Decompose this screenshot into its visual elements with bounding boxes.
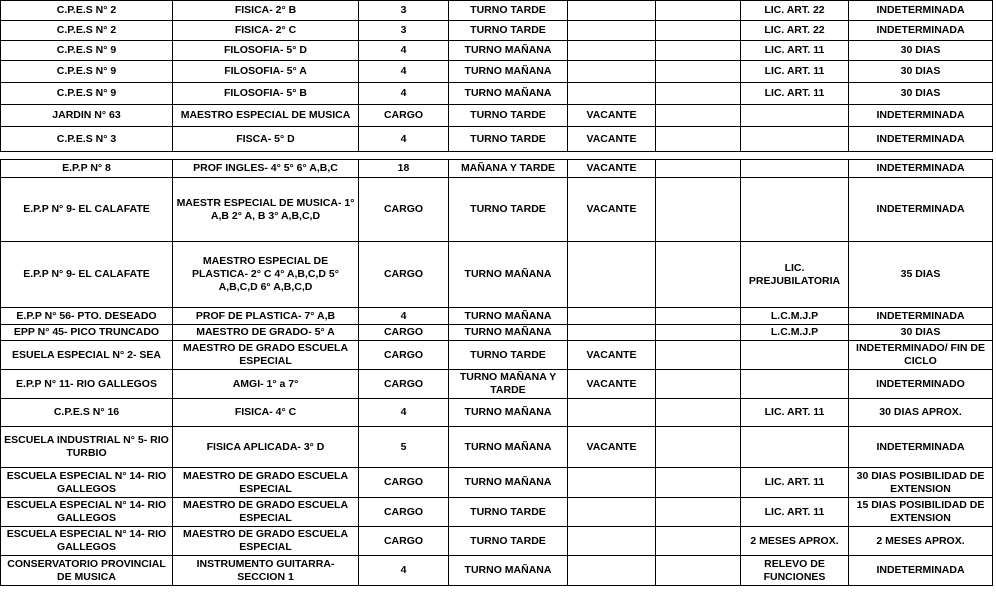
reason-cell: LIC. PREJUBILATORIA bbox=[741, 242, 849, 308]
subject-cell: FISICA- 2° C bbox=[173, 21, 359, 41]
table-row bbox=[1, 127, 993, 152]
subject-cell: MAESTRO ESPECIAL DE MUSICA bbox=[173, 105, 359, 127]
reason-cell bbox=[741, 160, 849, 178]
subject-cell: FISCA- 5° D bbox=[173, 127, 359, 152]
school-cell: ESCUELA ESPECIAL N° 14- RIO GALLEGOS bbox=[1, 498, 173, 527]
hours-cell: 4 bbox=[359, 127, 449, 152]
blank-cell bbox=[656, 527, 741, 556]
table-row bbox=[1, 556, 993, 586]
vacancy-cell: VACANTE bbox=[568, 160, 656, 178]
school-cell: C.P.E.S N° 9 bbox=[1, 83, 173, 105]
duration-cell: 35 DIAS bbox=[849, 242, 993, 308]
shift-cell: TURNO TARDE bbox=[449, 21, 568, 41]
shift-cell: TURNO TARDE bbox=[449, 341, 568, 370]
shift-cell: TURNO MAÑANA bbox=[449, 325, 568, 341]
duration-cell: INDETERMINADA bbox=[849, 1, 993, 21]
table-row bbox=[1, 370, 993, 399]
shift-cell: TURNO TARDE bbox=[449, 1, 568, 21]
hours-cell: CARGO bbox=[359, 468, 449, 498]
school-cell: C.P.E.S N° 2 bbox=[1, 21, 173, 41]
shift-cell: TURNO TARDE bbox=[449, 127, 568, 152]
blank-cell bbox=[656, 370, 741, 399]
shift-cell: TURNO MAÑANA bbox=[449, 83, 568, 105]
reason-cell bbox=[741, 127, 849, 152]
subject-cell: FISICA- 4° C bbox=[173, 399, 359, 427]
blank-cell bbox=[656, 556, 741, 586]
shift-cell: TURNO MAÑANA bbox=[449, 61, 568, 83]
reason-cell: LIC. ART. 11 bbox=[741, 83, 849, 105]
table-row bbox=[1, 308, 993, 325]
shift-cell: TURNO TARDE bbox=[449, 498, 568, 527]
vacancy-cell bbox=[568, 468, 656, 498]
vacancy-cell bbox=[568, 1, 656, 21]
duration-cell: INDETERMINADA bbox=[849, 127, 993, 152]
duration-cell: INDETERMINADA bbox=[849, 105, 993, 127]
subject-cell: FILOSOFIA- 5° A bbox=[173, 61, 359, 83]
blank-cell bbox=[656, 41, 741, 61]
subject-cell: INSTRUMENTO GUITARRA- SECCION 1 bbox=[173, 556, 359, 586]
blank-cell bbox=[656, 105, 741, 127]
shift-cell: TURNO TARDE bbox=[449, 178, 568, 242]
vacancy-cell bbox=[568, 325, 656, 341]
duration-cell: INDETERMINADA bbox=[849, 556, 993, 586]
hours-cell: CARGO bbox=[359, 325, 449, 341]
duration-cell: 30 DIAS bbox=[849, 41, 993, 61]
vacancy-cell bbox=[568, 83, 656, 105]
reason-cell: LIC. ART. 11 bbox=[741, 41, 849, 61]
blank-cell bbox=[656, 160, 741, 178]
subject-cell: MAESTRO DE GRADO ESCUELA ESPECIAL bbox=[173, 498, 359, 527]
reason-cell: L.C.M.J.P bbox=[741, 325, 849, 341]
reason-cell: LIC. ART. 11 bbox=[741, 399, 849, 427]
reason-cell: L.C.M.J.P bbox=[741, 308, 849, 325]
blank-cell bbox=[656, 83, 741, 105]
school-cell: EPP N° 45- PICO TRUNCADO bbox=[1, 325, 173, 341]
blank-cell bbox=[656, 341, 741, 370]
subject-cell: MAESTRO DE GRADO- 5° A bbox=[173, 325, 359, 341]
subject-cell: MAESTRO DE GRADO ESCUELA ESPECIAL bbox=[173, 341, 359, 370]
table-row bbox=[1, 427, 993, 468]
blank-cell bbox=[656, 468, 741, 498]
reason-cell: LIC. ART. 22 bbox=[741, 1, 849, 21]
hours-cell: 4 bbox=[359, 61, 449, 83]
table-row bbox=[1, 160, 993, 178]
blank-cell bbox=[656, 498, 741, 527]
vacancy-cell: VACANTE bbox=[568, 341, 656, 370]
hours-cell: 4 bbox=[359, 41, 449, 61]
hours-cell: 4 bbox=[359, 399, 449, 427]
vacancy-cell: VACANTE bbox=[568, 178, 656, 242]
duration-cell: 30 DIAS APROX. bbox=[849, 399, 993, 427]
subject-cell: MAESTRO DE GRADO ESCUELA ESPECIAL bbox=[173, 527, 359, 556]
blank-cell bbox=[656, 308, 741, 325]
duration-cell: 30 DIAS POSIBILIDAD DE EXTENSION bbox=[849, 468, 993, 498]
table-row bbox=[1, 325, 993, 341]
shift-cell: TURNO MAÑANA bbox=[449, 399, 568, 427]
vacancy-cell bbox=[568, 399, 656, 427]
shift-cell: TURNO MAÑANA bbox=[449, 242, 568, 308]
school-cell: E.P.P N° 11- RIO GALLEGOS bbox=[1, 370, 173, 399]
school-cell: E.P.P N° 8 bbox=[1, 160, 173, 178]
duration-cell: 30 DIAS bbox=[849, 325, 993, 341]
blank-cell bbox=[656, 127, 741, 152]
vacancy-cell bbox=[568, 242, 656, 308]
hours-cell: CARGO bbox=[359, 178, 449, 242]
reason-cell bbox=[741, 178, 849, 242]
duration-cell: INDETERMINADO/ FIN DE CICLO bbox=[849, 341, 993, 370]
blank-cell bbox=[656, 61, 741, 83]
blank-cell bbox=[656, 1, 741, 21]
school-cell: C.P.E.S N° 9 bbox=[1, 61, 173, 83]
table-row bbox=[1, 83, 993, 105]
shift-cell: TURNO MAÑANA bbox=[449, 468, 568, 498]
shift-cell: TURNO MAÑANA bbox=[449, 41, 568, 61]
reason-cell: LIC. ART. 11 bbox=[741, 498, 849, 527]
school-cell: ESUELA ESPECIAL N° 2- SEA bbox=[1, 341, 173, 370]
hours-cell: CARGO bbox=[359, 242, 449, 308]
subject-cell: FILOSOFIA- 5° D bbox=[173, 41, 359, 61]
reason-cell: 2 MESES APROX. bbox=[741, 527, 849, 556]
school-cell: E.P.P N° 56- PTO. DESEADO bbox=[1, 308, 173, 325]
reason-cell bbox=[741, 341, 849, 370]
subject-cell: FILOSOFIA- 5° B bbox=[173, 83, 359, 105]
hours-cell: CARGO bbox=[359, 105, 449, 127]
school-cell: C.P.E.S N° 9 bbox=[1, 41, 173, 61]
duration-cell: INDETERMINADA bbox=[849, 308, 993, 325]
subject-cell: AMGI- 1° a 7° bbox=[173, 370, 359, 399]
table-top bbox=[0, 0, 993, 152]
reason-cell: LIC. ART. 11 bbox=[741, 468, 849, 498]
shift-cell: MAÑANA Y TARDE bbox=[449, 160, 568, 178]
subject-cell: PROF DE PLASTICA- 7° A,B bbox=[173, 308, 359, 325]
duration-cell: 2 MESES APROX. bbox=[849, 527, 993, 556]
shift-cell: TURNO MAÑANA bbox=[449, 556, 568, 586]
table-row bbox=[1, 468, 993, 498]
school-cell: E.P.P N° 9- EL CALAFATE bbox=[1, 242, 173, 308]
hours-cell: 5 bbox=[359, 427, 449, 468]
duration-cell: INDETERMINADA bbox=[849, 178, 993, 242]
reason-cell: LIC. ART. 22 bbox=[741, 21, 849, 41]
table-row bbox=[1, 399, 993, 427]
blank-cell bbox=[656, 242, 741, 308]
shift-cell: TURNO MAÑANA bbox=[449, 427, 568, 468]
hours-cell: CARGO bbox=[359, 341, 449, 370]
blank-cell bbox=[656, 21, 741, 41]
subject-cell: MAESTRO ESPECIAL DE PLASTICA- 2° C 4° A,B,C,D 5° A,B,C,D 6° A,B,C,D bbox=[173, 242, 359, 308]
vacancy-cell: VACANTE bbox=[568, 105, 656, 127]
table-bottom bbox=[0, 159, 993, 586]
school-cell: C.P.E.S N° 2 bbox=[1, 1, 173, 21]
hours-cell: 4 bbox=[359, 308, 449, 325]
school-cell: E.P.P N° 9- EL CALAFATE bbox=[1, 178, 173, 242]
reason-cell bbox=[741, 105, 849, 127]
vacancy-cell bbox=[568, 21, 656, 41]
subject-cell: MAESTRO DE GRADO ESCUELA ESPECIAL bbox=[173, 468, 359, 498]
hours-cell: CARGO bbox=[359, 498, 449, 527]
vacancy-cell: VACANTE bbox=[568, 370, 656, 399]
duration-cell: INDETERMINADA bbox=[849, 21, 993, 41]
hours-cell: CARGO bbox=[359, 370, 449, 399]
blank-cell bbox=[656, 399, 741, 427]
table-row bbox=[1, 105, 993, 127]
school-cell: ESCUELA INDUSTRIAL N° 5- RIO TURBIO bbox=[1, 427, 173, 468]
table-row bbox=[1, 41, 993, 61]
shift-cell: TURNO MAÑANA Y TARDE bbox=[449, 370, 568, 399]
hours-cell: 4 bbox=[359, 556, 449, 586]
vacancy-cell bbox=[568, 41, 656, 61]
duration-cell: 30 DIAS bbox=[849, 83, 993, 105]
subject-cell: FISICA- 2° B bbox=[173, 1, 359, 21]
table-row bbox=[1, 21, 993, 41]
subject-cell: MAESTR ESPECIAL DE MUSICA- 1° A,B 2° A, B 3° A,B,C,D bbox=[173, 178, 359, 242]
table-row bbox=[1, 527, 993, 556]
duration-cell: INDETERMINADA bbox=[849, 427, 993, 468]
blank-cell bbox=[656, 325, 741, 341]
subject-cell: FISICA APLICADA- 3° D bbox=[173, 427, 359, 468]
school-cell: C.P.E.S N° 3 bbox=[1, 127, 173, 152]
school-cell: C.P.E.S N° 16 bbox=[1, 399, 173, 427]
subject-cell: PROF INGLES- 4° 5° 6° A,B,C bbox=[173, 160, 359, 178]
shift-cell: TURNO TARDE bbox=[449, 105, 568, 127]
vacancy-cell bbox=[568, 556, 656, 586]
blank-cell bbox=[656, 178, 741, 242]
duration-cell: 15 DIAS POSIBILIDAD DE EXTENSION bbox=[849, 498, 993, 527]
table-row bbox=[1, 178, 993, 242]
vacancy-cell bbox=[568, 61, 656, 83]
duration-cell: INDETERMINADO bbox=[849, 370, 993, 399]
hours-cell: 3 bbox=[359, 1, 449, 21]
hours-cell: 4 bbox=[359, 83, 449, 105]
reason-cell: LIC. ART. 11 bbox=[741, 61, 849, 83]
hours-cell: 18 bbox=[359, 160, 449, 178]
shift-cell: TURNO MAÑANA bbox=[449, 308, 568, 325]
blank-cell bbox=[656, 427, 741, 468]
vacancy-cell bbox=[568, 527, 656, 556]
duration-cell: INDETERMINADA bbox=[849, 160, 993, 178]
vacancy-cell: VACANTE bbox=[568, 127, 656, 152]
table-row bbox=[1, 242, 993, 308]
table-row bbox=[1, 1, 993, 21]
reason-cell bbox=[741, 427, 849, 468]
reason-cell bbox=[741, 370, 849, 399]
vacancy-cell bbox=[568, 308, 656, 325]
hours-cell: 3 bbox=[359, 21, 449, 41]
table-row bbox=[1, 61, 993, 83]
vacancy-cell: VACANTE bbox=[568, 427, 656, 468]
table-row bbox=[1, 498, 993, 527]
school-cell: ESCUELA ESPECIAL N° 14- RIO GALLEGOS bbox=[1, 468, 173, 498]
hours-cell: CARGO bbox=[359, 527, 449, 556]
school-cell: ESCUELA ESPECIAL N° 14- RIO GALLEGOS bbox=[1, 527, 173, 556]
school-cell: CONSERVATORIO PROVINCIAL DE MUSICA bbox=[1, 556, 173, 586]
school-cell: JARDIN N° 63 bbox=[1, 105, 173, 127]
reason-cell: RELEVO DE FUNCIONES bbox=[741, 556, 849, 586]
shift-cell: TURNO TARDE bbox=[449, 527, 568, 556]
vacancy-cell bbox=[568, 498, 656, 527]
duration-cell: 30 DIAS bbox=[849, 61, 993, 83]
table-row bbox=[1, 341, 993, 370]
